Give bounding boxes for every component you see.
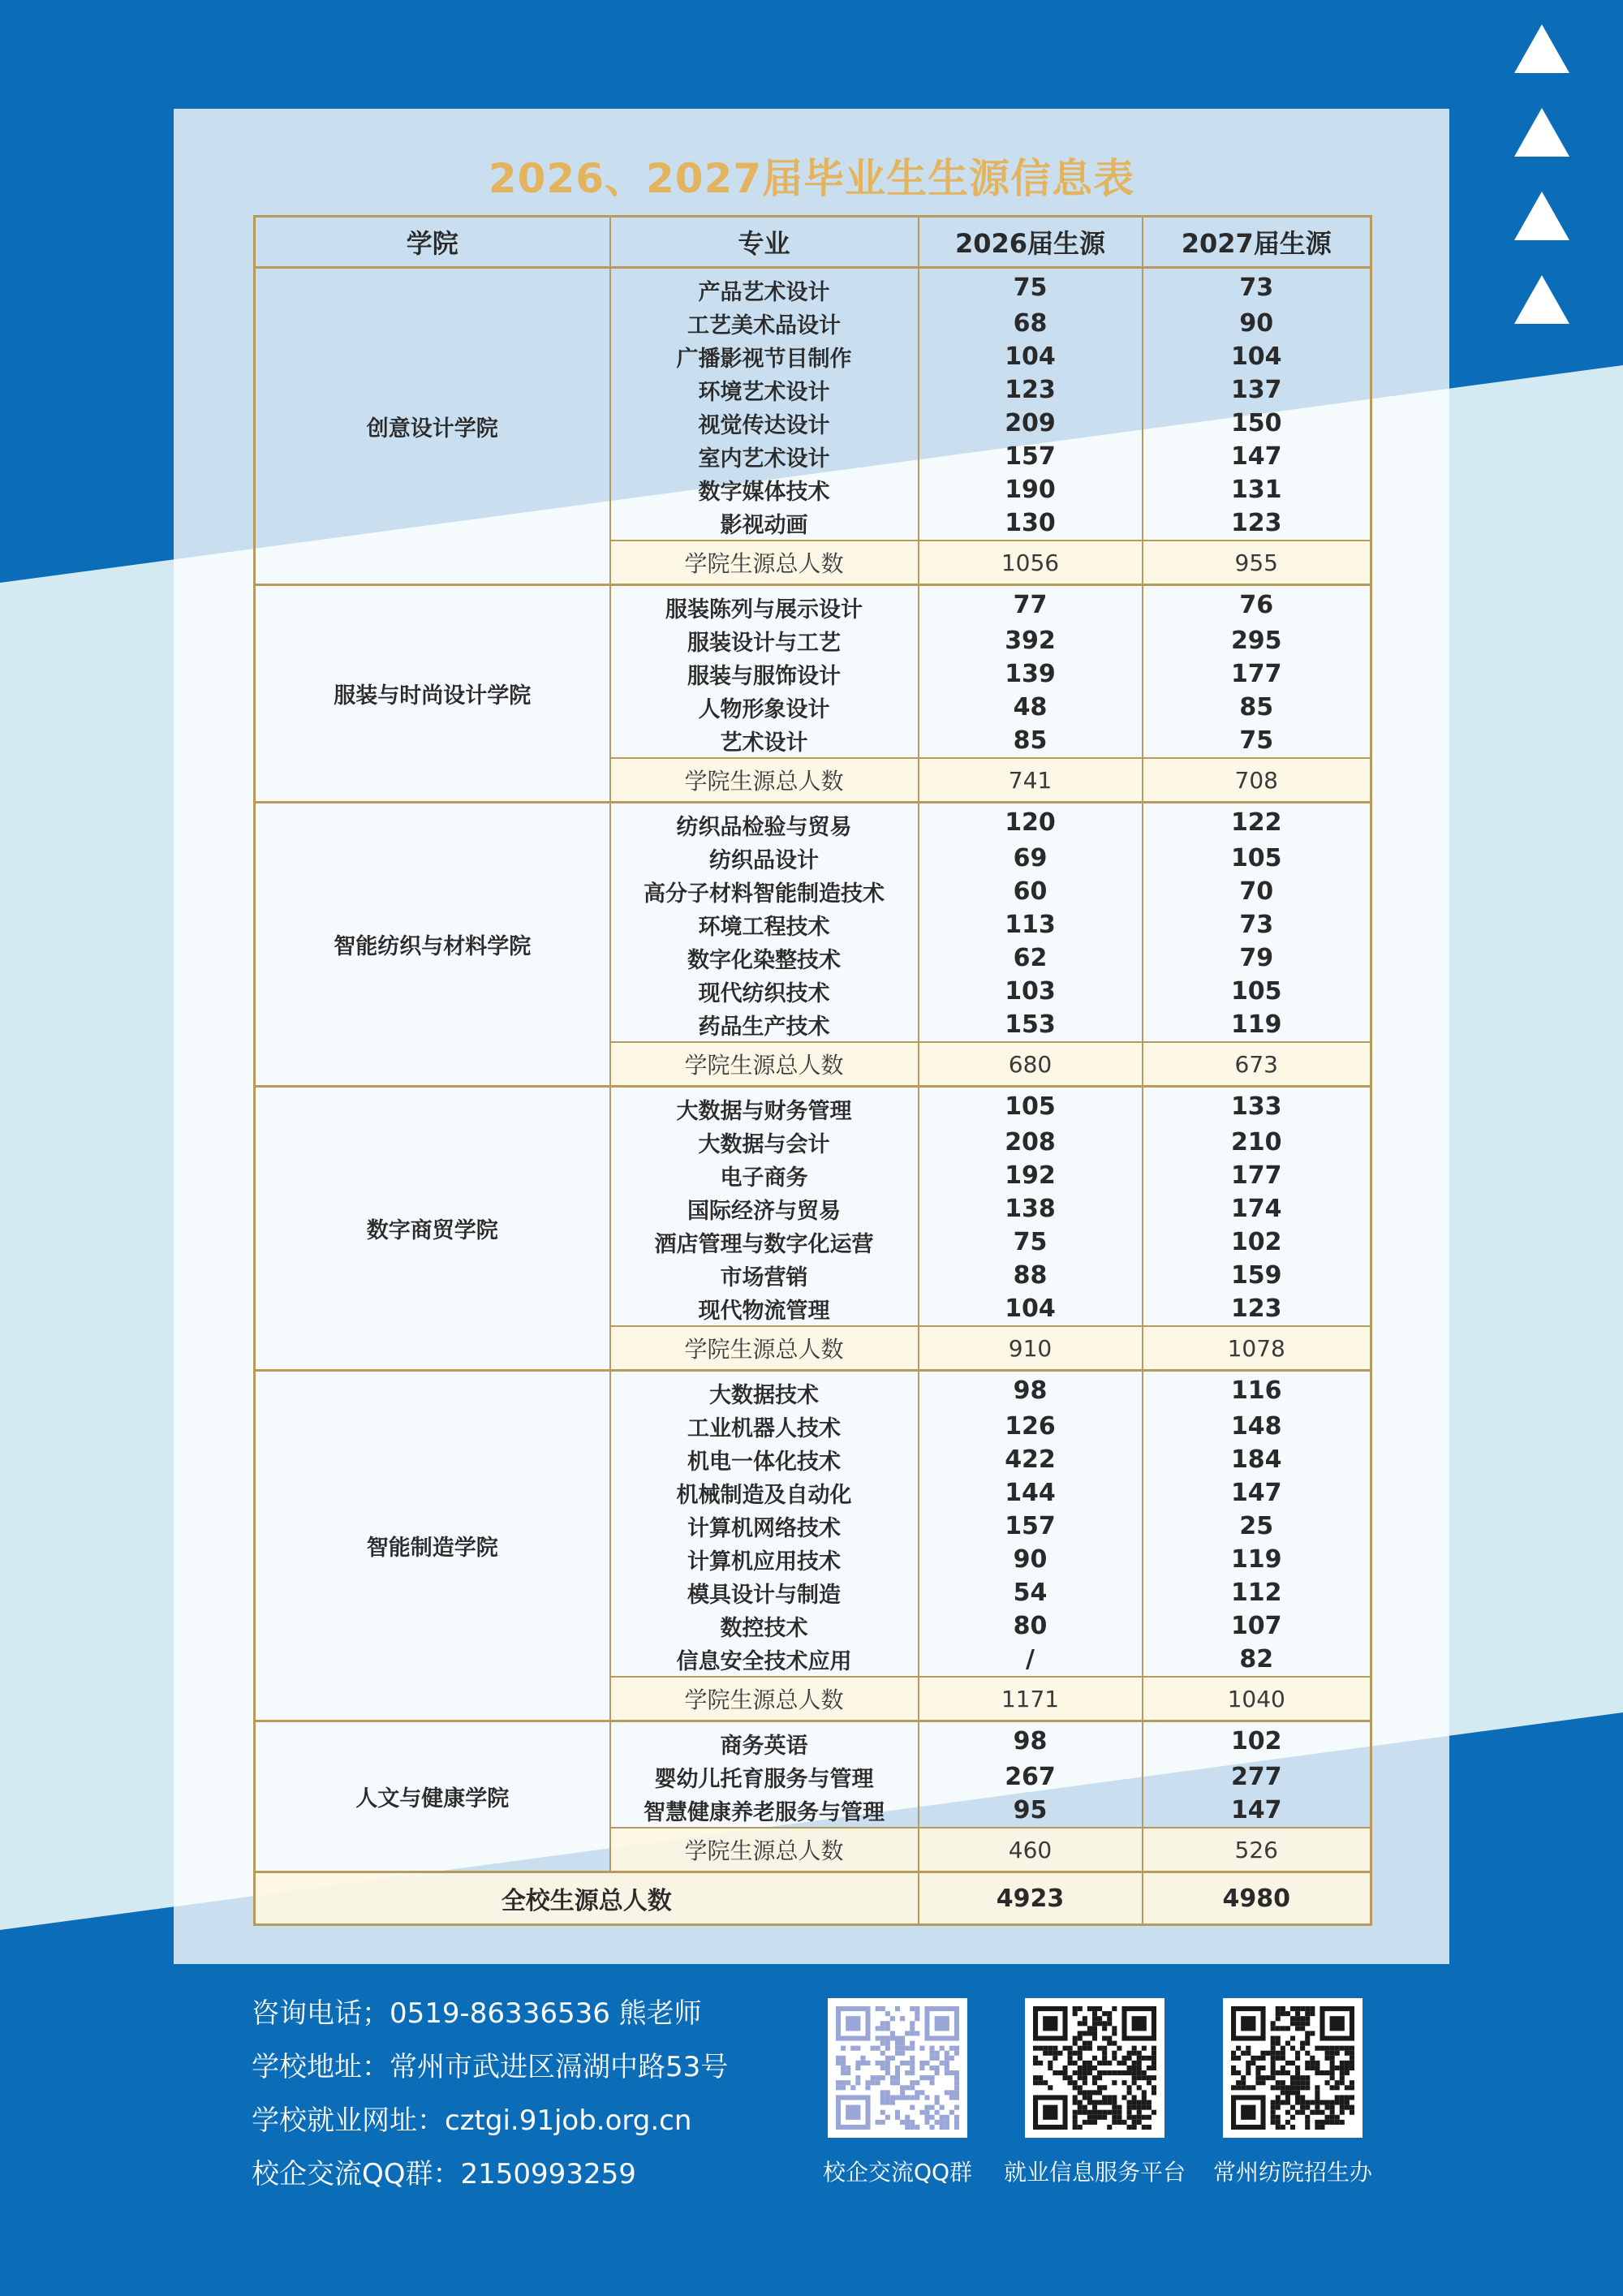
value-2026: 105 [919, 1087, 1143, 1126]
major-name: 酒店管理与数字化运营 [610, 1226, 919, 1259]
major-name: 数字媒体技术 [610, 473, 919, 506]
college-name: 智能制造学院 [255, 1371, 610, 1721]
value-2026: 157 [919, 440, 1143, 473]
value-2026: 103 [919, 975, 1143, 1008]
subtotal-2027: 1040 [1143, 1677, 1371, 1721]
table-row [255, 268, 1371, 308]
grand-total-label: 全校生源总人数 [255, 1872, 919, 1925]
header-2027: 2027届生源 [1143, 217, 1371, 268]
college-name: 服装与时尚设计学院 [255, 585, 610, 803]
major-name: 工业机器人技术 [610, 1410, 919, 1443]
value-2027: 277 [1143, 1760, 1371, 1794]
major-name: 环境工程技术 [610, 908, 919, 941]
major-name: 大数据技术 [610, 1371, 919, 1411]
qr-label-admissions: 常州纺院招生办 [1212, 2159, 1372, 2186]
subtotal-label: 学院生源总人数 [610, 758, 919, 803]
value-2026: 68 [919, 307, 1143, 340]
value-2027: 112 [1143, 1576, 1371, 1609]
value-2026: 54 [919, 1576, 1143, 1609]
value-2026: 130 [919, 506, 1143, 541]
table-header-row [255, 217, 1371, 268]
value-2026: 69 [919, 842, 1143, 875]
value-2027: 147 [1143, 1794, 1371, 1828]
value-2027: 123 [1143, 506, 1371, 541]
college-name: 数字商贸学院 [255, 1087, 610, 1371]
value-2026: 422 [919, 1443, 1143, 1476]
value-2026: 267 [919, 1760, 1143, 1794]
table-row [255, 1087, 1371, 1126]
major-name: 服装陈列与展示设计 [610, 585, 919, 625]
qr-code-admissions [1223, 1998, 1363, 2138]
value-2026: / [919, 1643, 1143, 1677]
value-2027: 104 [1143, 340, 1371, 373]
contact-info [252, 1987, 728, 2201]
value-2027: 148 [1143, 1410, 1371, 1443]
qr-label-job-platform: 就业信息服务平台 [1003, 2159, 1186, 2186]
header-college: 学院 [255, 217, 610, 268]
value-2027: 174 [1143, 1192, 1371, 1226]
value-2026: 126 [919, 1410, 1143, 1443]
qr-code-job-platform [1025, 1998, 1165, 2138]
value-2027: 79 [1143, 941, 1371, 975]
major-name: 国际经济与贸易 [610, 1192, 919, 1226]
value-2026: 120 [919, 803, 1143, 842]
value-2027: 70 [1143, 875, 1371, 908]
major-name: 产品艺术设计 [610, 268, 919, 308]
subtotal-2027: 673 [1143, 1042, 1371, 1087]
value-2026: 392 [919, 624, 1143, 657]
subtotal-2027: 708 [1143, 758, 1371, 803]
value-2027: 210 [1143, 1126, 1371, 1159]
major-name: 电子商务 [610, 1159, 919, 1192]
major-name: 室内艺术设计 [610, 440, 919, 473]
table-row [255, 1721, 1371, 1761]
subtotal-2027: 955 [1143, 541, 1371, 585]
major-name: 机械制造及自动化 [610, 1476, 919, 1510]
value-2027: 131 [1143, 473, 1371, 506]
college-name: 智能纺织与材料学院 [255, 803, 610, 1087]
table-row [255, 585, 1371, 625]
value-2027: 105 [1143, 975, 1371, 1008]
value-2027: 119 [1143, 1543, 1371, 1576]
grand-total-2026: 4923 [919, 1872, 1143, 1925]
value-2027: 105 [1143, 842, 1371, 875]
value-2027: 184 [1143, 1443, 1371, 1476]
value-2027: 25 [1143, 1510, 1371, 1543]
qr-code-qq-group [828, 1998, 967, 2138]
subtotal-label: 学院生源总人数 [610, 1828, 919, 1872]
grand-total-2027: 4980 [1143, 1872, 1371, 1925]
major-name: 计算机应用技术 [610, 1543, 919, 1576]
value-2027: 102 [1143, 1226, 1371, 1259]
major-name: 信息安全技术应用 [610, 1643, 919, 1677]
value-2026: 88 [919, 1259, 1143, 1292]
value-2026: 157 [919, 1510, 1143, 1543]
value-2026: 104 [919, 1292, 1143, 1326]
qr-label-qq-group: 校企交流QQ群 [822, 2159, 973, 2186]
subtotal-2027: 526 [1143, 1828, 1371, 1872]
value-2026: 75 [919, 1226, 1143, 1259]
subtotal-2026: 680 [919, 1042, 1143, 1087]
major-name: 服装与服饰设计 [610, 657, 919, 691]
value-2026: 77 [919, 585, 1143, 625]
contact-phone: 咨询电话；0519-86336536 熊老师 [252, 1997, 702, 2030]
college-name: 人文与健康学院 [255, 1721, 610, 1872]
value-2026: 190 [919, 473, 1143, 506]
value-2026: 90 [919, 1543, 1143, 1576]
header-major: 专业 [610, 217, 919, 268]
major-name: 药品生产技术 [610, 1008, 919, 1042]
grand-total-row [255, 1872, 1371, 1925]
value-2027: 147 [1143, 1476, 1371, 1510]
major-name: 现代物流管理 [610, 1292, 919, 1326]
major-name: 数字化染整技术 [610, 941, 919, 975]
value-2026: 209 [919, 407, 1143, 440]
major-name: 市场营销 [610, 1259, 919, 1292]
value-2027: 76 [1143, 585, 1371, 625]
value-2027: 295 [1143, 624, 1371, 657]
value-2027: 150 [1143, 407, 1371, 440]
major-name: 数控技术 [610, 1609, 919, 1643]
contact-address: 学校地址：常州市武进区滆湖中路53号 [252, 2051, 729, 2083]
page-title: 2026、2027届毕业生生源信息表 [488, 155, 1135, 202]
value-2027: 177 [1143, 657, 1371, 691]
value-2026: 98 [919, 1371, 1143, 1411]
subtotal-label: 学院生源总人数 [610, 1326, 919, 1371]
value-2027: 137 [1143, 373, 1371, 407]
value-2027: 123 [1143, 1292, 1371, 1326]
college-name: 创意设计学院 [255, 268, 610, 585]
value-2027: 107 [1143, 1609, 1371, 1643]
value-2026: 62 [919, 941, 1143, 975]
value-2026: 48 [919, 691, 1143, 724]
value-2026: 192 [919, 1159, 1143, 1192]
value-2026: 139 [919, 657, 1143, 691]
contact-website[interactable]: 学校就业网址：cztgi.91job.org.cn [252, 2104, 692, 2137]
value-2027: 159 [1143, 1259, 1371, 1292]
major-name: 艺术设计 [610, 724, 919, 758]
major-name: 商务英语 [610, 1721, 919, 1761]
subtotal-label: 学院生源总人数 [610, 1677, 919, 1721]
subtotal-label: 学院生源总人数 [610, 1042, 919, 1087]
value-2027: 75 [1143, 724, 1371, 758]
major-name: 影视动画 [610, 506, 919, 541]
major-name: 环境艺术设计 [610, 373, 919, 407]
major-name: 纺织品检验与贸易 [610, 803, 919, 842]
subtotal-2026: 741 [919, 758, 1143, 803]
subtotal-2026: 910 [919, 1326, 1143, 1371]
value-2026: 153 [919, 1008, 1143, 1042]
major-name: 大数据与会计 [610, 1126, 919, 1159]
value-2027: 102 [1143, 1721, 1371, 1761]
major-name: 高分子材料智能制造技术 [610, 875, 919, 908]
value-2027: 85 [1143, 691, 1371, 724]
value-2026: 98 [919, 1721, 1143, 1761]
graduate-source-table [253, 215, 1372, 1926]
value-2027: 73 [1143, 268, 1371, 308]
table-row [255, 803, 1371, 842]
major-name: 大数据与财务管理 [610, 1087, 919, 1126]
major-name: 婴幼儿托育服务与管理 [610, 1760, 919, 1794]
value-2027: 82 [1143, 1643, 1371, 1677]
value-2027: 147 [1143, 440, 1371, 473]
value-2027: 133 [1143, 1087, 1371, 1126]
value-2026: 104 [919, 340, 1143, 373]
major-name: 服装设计与工艺 [610, 624, 919, 657]
table-row [255, 1371, 1371, 1411]
value-2027: 116 [1143, 1371, 1371, 1411]
major-name: 计算机网络技术 [610, 1510, 919, 1543]
value-2027: 73 [1143, 908, 1371, 941]
subtotal-label: 学院生源总人数 [610, 541, 919, 585]
subtotal-2026: 1056 [919, 541, 1143, 585]
value-2026: 80 [919, 1609, 1143, 1643]
value-2027: 90 [1143, 307, 1371, 340]
value-2027: 119 [1143, 1008, 1371, 1042]
value-2026: 85 [919, 724, 1143, 758]
value-2026: 208 [919, 1126, 1143, 1159]
major-name: 纺织品设计 [610, 842, 919, 875]
major-name: 模具设计与制造 [610, 1576, 919, 1609]
value-2026: 138 [919, 1192, 1143, 1226]
contact-qq: 校企交流QQ群：2150993259 [252, 2158, 636, 2190]
major-name: 工艺美术品设计 [610, 307, 919, 340]
major-name: 机电一体化技术 [610, 1443, 919, 1476]
major-name: 视觉传达设计 [610, 407, 919, 440]
major-name: 人物形象设计 [610, 691, 919, 724]
subtotal-2026: 1171 [919, 1677, 1143, 1721]
value-2026: 123 [919, 373, 1143, 407]
header-2026: 2026届生源 [919, 217, 1143, 268]
value-2026: 60 [919, 875, 1143, 908]
major-name: 现代纺织技术 [610, 975, 919, 1008]
major-name: 广播影视节目制作 [610, 340, 919, 373]
value-2027: 177 [1143, 1159, 1371, 1192]
value-2026: 144 [919, 1476, 1143, 1510]
value-2026: 95 [919, 1794, 1143, 1828]
value-2026: 75 [919, 268, 1143, 308]
value-2026: 113 [919, 908, 1143, 941]
subtotal-2027: 1078 [1143, 1326, 1371, 1371]
value-2027: 122 [1143, 803, 1371, 842]
major-name: 智慧健康养老服务与管理 [610, 1794, 919, 1828]
subtotal-2026: 460 [919, 1828, 1143, 1872]
